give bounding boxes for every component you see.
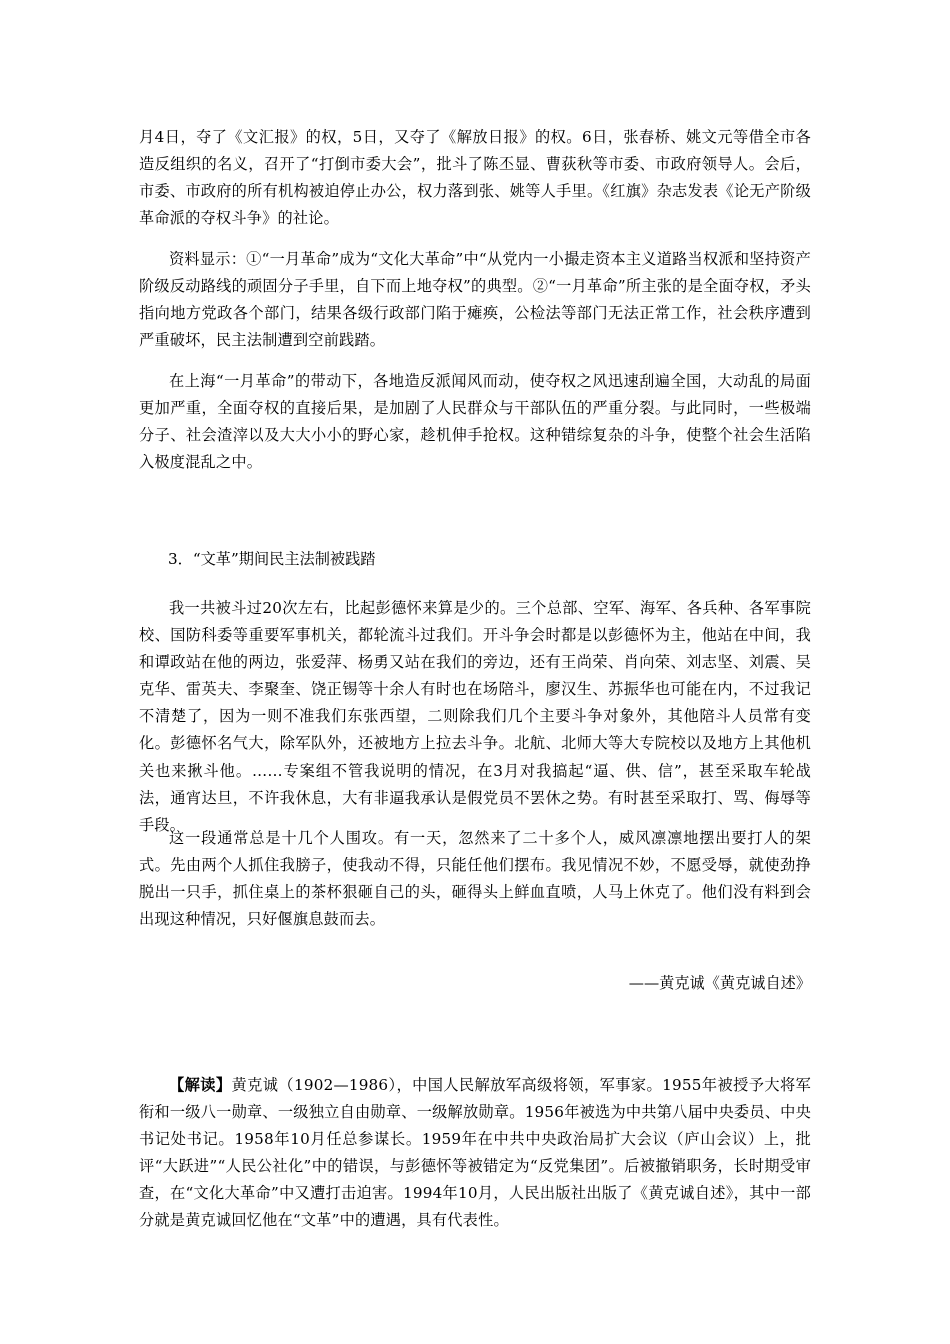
- paragraph-huang-kecheng-account: 我一共被斗过20次左右，比起彭德怀来算是少的。三个总部、空军、海军、各兵种、各军事院校、国防科委等重要军事机关，都轮流斗过我们。开斗争会时都是以彭德怀为主，他站在中间，我和谭政站在他的两边，张爱萍、杨勇又站在我们的旁边，还有王尚荣、肖向荣、刘志坚、刘震、吴克华、雷英夫、李聚奎、饶正锡等十余人有时也在场陪斗，廖汉生、苏振华也可能在内，不过我记不清楚了，因为一则不准我们东张西望，二则除我们几个主要斗争对象外，其他陪斗人员常有变化。彭德怀名气大，除军队外，还被地方上拉去斗争。北航、北师大等大专院校以及地方上其他机关也来揪斗他。……专案组不管我说明的情况，在3月对我搞起“逼、供、信”，甚至采取车轮战法，通宵达旦，不许我休息，大有非逼我承认是假党员不罢休之势。有时甚至采取打、骂、侮辱等手段。: [139, 599, 811, 834]
- paragraph-data-shows: 资料显示：①“一月革命”成为“文化大革命”中“从党内一小撮走资本主义道路当权派和坚持资产阶级反动路线的顽固分子手里，自下而上地夺权”的典型。②“一月革命”所主张的是全面夺权，矛头指向地方党政各个部门，结果各级行政部门陷于瘫痪，公检法等部门无法正常工作，社会秩序遭到严重破坏，民主法制遭到空前践踏。: [139, 250, 811, 350]
- interpretation-text: 黄克诚（1902—1986），中国人民解放军高级将领，军事家。1955年被授予大将军衔和一级八一勋章、一级独立自由勋章、一级解放勋章。1956年被选为中共第八届中央委员、中央书记处书记。1958年10月任总参谋长。1959年在中共中央政治局扩大会议（庐山会议）上，批评“大跃进”“人民公社化”中的错误，与彭德怀等被错定为“反党集团”。后被撤销职务，长时期受审查，在“文化大革命”中又遭打击迫害。1994年10月，人民出版社出版了《黄克诚自述》，其中一部分就是黄克诚回忆他在“文革”中的遭遇，具有代表性。: [139, 1076, 811, 1230]
- source-attribution: ——黄克诚《黄克诚自述》: [628, 974, 811, 992]
- paragraph-interpretation: [139, 1072, 811, 1235]
- section-heading: 3．“文革”期间民主法制被践踏: [168, 550, 376, 568]
- paragraph-shanghai-seizure: 月4日，夺了《文汇报》的权，5日，又夺了《解放日报》的权。6日，张春桥、姚文元等借全市各造反组织的名义，召开了“打倒市委大会”，批斗了陈丕显、曹荻秋等市委、市政府领导人。会后，市委、市政府的所有机构被迫停止办公，权力落到张、姚等人手里。《红旗》杂志发表《论无产阶级革命派的夺权斗争》的社论。: [139, 128, 811, 228]
- paragraph-besieged-account: 这一段通常总是十几个人围攻。有一天，忽然来了二十多个人，威风凛凛地摆出要打人的架式。先由两个人抓住我膀子，使我动不得，只能任他们摆布。我见情况不妙，不愿受辱，就使劲挣脱出一只手，抓住桌上的茶杯狠砸自己的头，砸得头上鲜血直喷，人马上休克了。他们没有料到会出现这种情况，只好偃旗息鼓而去。: [139, 829, 811, 929]
- paragraph-january-revolution-impact: 在上海“一月革命”的带动下，各地造反派闻风而动，使夺权之风迅速刮遍全国，大动乱的局面更加严重，全面夺权的直接后果，是加剧了人民群众与干部队伍的严重分裂。与此同时，一些极端分子、社会渣滓以及大大小小的野心家，趁机伸手抢权。这种错综复杂的斗争，使整个社会生活陷入极度混乱之中。: [139, 372, 811, 472]
- interpretation-label: 【解读】: [169, 1076, 232, 1094]
